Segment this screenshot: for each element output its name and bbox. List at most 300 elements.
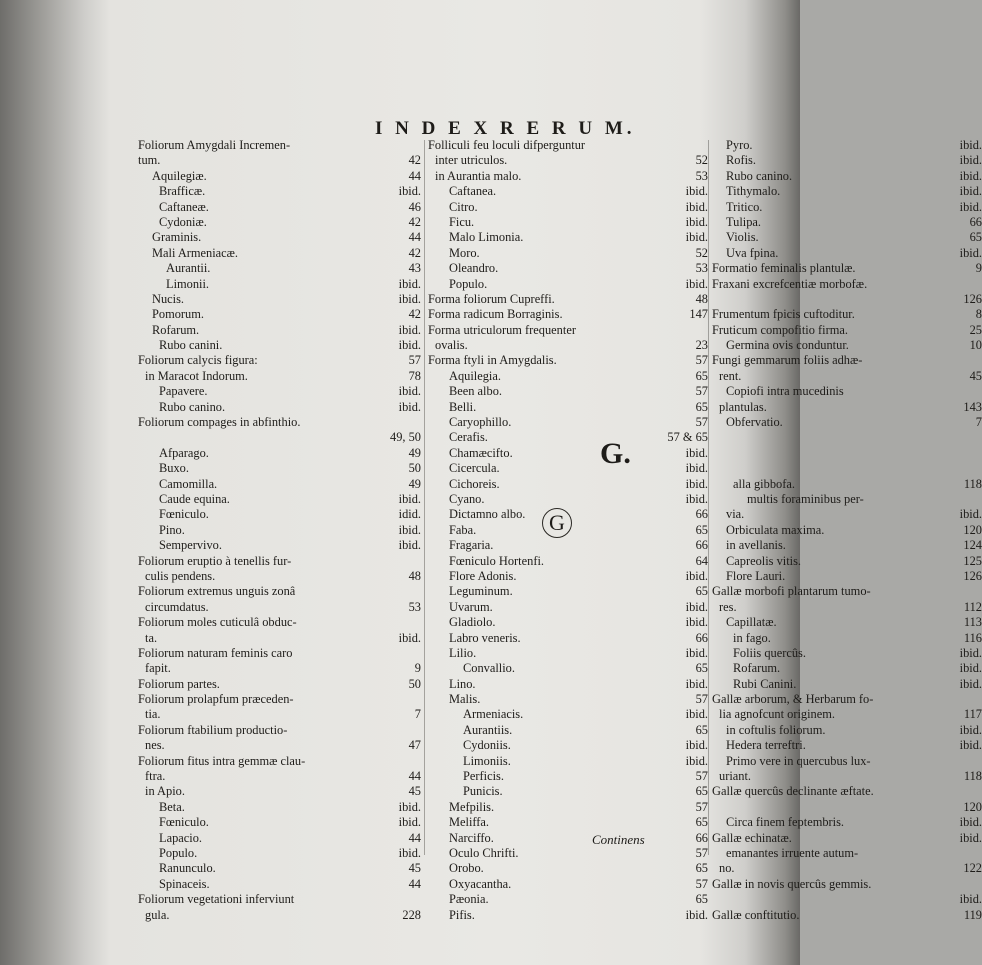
entry-page-ref: 57 — [695, 799, 708, 814]
entry-term: Spinaceis. — [159, 876, 210, 891]
entry-page-ref: ibid. — [398, 630, 421, 645]
entry-page-ref: ibid. — [398, 322, 421, 337]
index-entry — [712, 307, 982, 322]
index-entry — [712, 861, 982, 876]
entry-page-ref: 65 — [695, 368, 708, 383]
entry-term: Foliorum prolapfum præceden- — [138, 692, 294, 707]
index-entry — [712, 138, 982, 153]
entry-term: Perficis. — [463, 769, 504, 784]
entry-term: Foliorum naturam feminis caro — [138, 645, 293, 660]
entry-page-ref: ibid. — [685, 707, 708, 722]
entry-page-ref: 65 — [969, 230, 982, 245]
index-entry — [428, 353, 708, 368]
entry-page-ref: ibid. — [398, 276, 421, 291]
index-entry — [712, 846, 982, 861]
entry-page-ref: 43 — [408, 261, 421, 276]
entry-page-ref: 53 — [408, 599, 421, 614]
entry-term: Chamæcifto. — [449, 445, 513, 460]
entry-page-ref: 126 — [963, 568, 982, 583]
entry-page-ref: 66 — [695, 538, 708, 553]
entry-term: uriant. — [719, 769, 751, 784]
entry-term: Ficu. — [449, 214, 475, 229]
index-entry — [712, 908, 982, 923]
entry-term: Gallæ in novis quercûs gemmis. — [712, 876, 872, 891]
entry-page-ref: 64 — [695, 553, 708, 568]
entry-term: Faba. — [449, 522, 477, 537]
entry-term: Camomilla. — [159, 476, 218, 491]
index-entry — [712, 646, 982, 661]
entry-page-ref: 53 — [695, 261, 708, 276]
entry-page-ref: ibid. — [398, 845, 421, 860]
entry-page-ref: ibid. — [959, 892, 982, 907]
entry-page-ref: 7 — [975, 415, 982, 430]
entry-term: Caftaneæ. — [159, 199, 209, 214]
entry-term: Citro. — [449, 199, 478, 214]
index-entry — [428, 892, 708, 907]
entry-page-ref: ibid. — [685, 676, 708, 691]
index-entry — [138, 277, 421, 292]
index-entry — [138, 784, 421, 799]
entry-page-ref: 118 — [963, 769, 982, 784]
entry-term: nes. — [145, 738, 165, 753]
entry-page-ref: 126 — [963, 291, 982, 306]
index-entry — [428, 338, 708, 353]
entry-page-ref: 65 — [695, 584, 708, 599]
entry-page-ref: 65 — [695, 784, 708, 799]
entry-page-ref: 57 — [695, 845, 708, 860]
entry-page-ref: ibid. — [685, 615, 708, 630]
entry-term: Aquilegiæ. — [152, 168, 207, 183]
entry-page-ref: 46 — [408, 199, 421, 214]
entry-page-ref: 65 — [695, 399, 708, 414]
index-entry — [138, 230, 421, 245]
entry-page-ref: 50 — [408, 676, 421, 691]
entry-page-ref: ibid. — [398, 538, 421, 553]
index-entry — [428, 215, 708, 230]
entry-term: Forma foliorum Cupreffi. — [428, 291, 555, 306]
entry-term: Foliorum calycis figura: — [138, 353, 258, 368]
entry-page-ref: 57 — [695, 353, 708, 368]
entry-term: Rofarum. — [152, 322, 200, 337]
index-entry — [138, 584, 421, 599]
entry-page-ref: ibid. — [959, 245, 982, 260]
entry-term: Pæonia. — [449, 892, 489, 907]
index-entry — [428, 369, 708, 384]
index-entry — [712, 200, 982, 215]
index-entry — [712, 784, 982, 799]
entry-page-ref: ibid. — [959, 199, 982, 214]
entry-page-ref: 42 — [408, 153, 421, 168]
decorated-initial-g: G — [542, 508, 572, 538]
entry-term: Capreolis vitis. — [726, 553, 802, 568]
entry-term: Buxo. — [159, 461, 189, 476]
entry-page-ref: ibid. — [685, 476, 708, 491]
index-entry — [138, 369, 421, 384]
index-entry — [138, 615, 421, 630]
index-entry — [712, 477, 982, 492]
entry-term: via. — [726, 507, 745, 522]
entry-page-ref: 45 — [408, 784, 421, 799]
entry-page-ref: ibid. — [959, 168, 982, 183]
index-entry — [138, 661, 421, 676]
entry-term: Narciffo. — [449, 830, 494, 845]
index-entry — [138, 215, 421, 230]
index-entry — [428, 692, 708, 707]
entry-page-ref: ibid. — [959, 507, 982, 522]
entry-term: Punicis. — [463, 784, 503, 799]
entry-term: Gallæ arborum, & Herbarum fo- — [712, 692, 874, 707]
entry-page-ref: 66 — [695, 507, 708, 522]
entry-term: in coftulis foliorum. — [726, 722, 826, 737]
entry-term: Hedera terreftri. — [726, 738, 806, 753]
index-entry — [712, 153, 982, 168]
entry-page-ref: ibid. — [685, 184, 708, 199]
index-entry — [428, 261, 708, 276]
entry-term: Uvarum. — [449, 599, 493, 614]
entry-page-ref: 57 — [408, 353, 421, 368]
index-entry — [138, 861, 421, 876]
entry-page-ref: ibid. — [398, 799, 421, 814]
index-entry — [138, 323, 421, 338]
entry-term: Sempervivo. — [159, 538, 222, 553]
entry-term: Ranunculo. — [159, 861, 216, 876]
entry-page-ref: 9 — [414, 661, 421, 676]
entry-page-ref: 66 — [695, 630, 708, 645]
entry-term: plantulas. — [719, 399, 767, 414]
index-entry — [712, 769, 982, 784]
index-entry — [138, 292, 421, 307]
index-entry — [428, 323, 708, 338]
entry-term: multis foraminibus per- — [747, 491, 864, 506]
entry-term: Fœniculo. — [159, 815, 209, 830]
entry-term: in Aurantia malo. — [435, 168, 522, 183]
entry-term: Tulipa. — [726, 214, 762, 229]
index-entry — [712, 877, 982, 892]
entry-term: Oculo Chrifti. — [449, 845, 519, 860]
entry-term: Rubi Canini. — [733, 676, 797, 691]
index-entry — [428, 661, 708, 676]
entry-page-ref: 44 — [408, 876, 421, 891]
index-entry — [428, 800, 708, 815]
index-entry — [138, 338, 421, 353]
entry-term: Gallæ morbofi plantarum tumo- — [712, 584, 871, 599]
index-entry — [712, 523, 982, 538]
entry-term: Flore Lauri. — [726, 568, 786, 583]
entry-term: Malo Limonia. — [449, 230, 524, 245]
entry-term: Frumentum fpicis cuftoditur. — [712, 307, 855, 322]
entry-term: in avellanis. — [726, 538, 786, 553]
entry-term: Foliorum compages in abfinthio. — [138, 415, 301, 430]
index-entry — [428, 769, 708, 784]
index-entry — [428, 384, 708, 399]
index-entry — [712, 323, 982, 338]
index-entry — [138, 892, 421, 907]
entry-page-ref: 78 — [408, 368, 421, 383]
entry-page-ref: ibid. — [398, 384, 421, 399]
index-entry — [138, 631, 421, 646]
index-entry — [428, 569, 708, 584]
index-entry — [712, 492, 982, 507]
index-entry — [138, 430, 421, 445]
entry-page-ref: 8 — [975, 307, 982, 322]
index-entry — [712, 338, 982, 353]
index-entry — [428, 677, 708, 692]
entry-page-ref: 52 — [695, 245, 708, 260]
entry-page-ref: 66 — [695, 830, 708, 845]
index-entry — [428, 415, 708, 430]
entry-term: Caude equina. — [159, 491, 230, 506]
index-entry — [712, 754, 982, 769]
entry-term: Pifis. — [449, 907, 475, 922]
entry-term: Gallæ quercûs declinante æftate. — [712, 784, 874, 799]
index-entry — [138, 446, 421, 461]
entry-term: Fœniculo Hortenfi. — [449, 553, 544, 568]
entry-term: fapit. — [145, 661, 171, 676]
index-entry — [712, 184, 982, 199]
index-entry — [428, 738, 708, 753]
entry-term: Primo vere in quercubus lux- — [726, 753, 871, 768]
entry-term: Graminis. — [152, 230, 202, 245]
entry-term: Lino. — [449, 676, 476, 691]
entry-term: Orobo. — [449, 861, 484, 876]
entry-page-ref: 228 — [402, 907, 421, 922]
index-entry — [428, 554, 708, 569]
index-entry — [138, 461, 421, 476]
index-entry — [138, 677, 421, 692]
index-entry — [712, 569, 982, 584]
entry-term: Foliorum Amygdali Incremen- — [138, 138, 291, 152]
index-entry — [138, 846, 421, 861]
entry-page-ref: 120 — [963, 522, 982, 537]
index-entry — [428, 538, 708, 553]
index-entry — [138, 523, 421, 538]
index-entry — [138, 908, 421, 923]
entry-term: Cyano. — [449, 491, 485, 506]
entry-page-ref: 9 — [975, 261, 982, 276]
entry-term: Fraxani excrefcentiæ morbofæ. — [712, 276, 868, 291]
catchword: Continens — [592, 832, 645, 847]
entry-term: alla gibbofa. — [733, 476, 795, 491]
entry-term: Foliorum partes. — [138, 676, 220, 691]
entry-page-ref: ibid. — [685, 645, 708, 660]
index-entry — [138, 477, 421, 492]
index-entry — [712, 261, 982, 276]
entry-page-ref: ibid. — [959, 153, 982, 168]
index-entry — [138, 400, 421, 415]
entry-page-ref: ibid. — [959, 661, 982, 676]
index-header: I N D E X R E R U M. — [375, 118, 636, 139]
entry-page-ref: ibid. — [398, 522, 421, 537]
entry-page-ref: 44 — [408, 769, 421, 784]
entry-term: Foliorum eruptio à tenellis fur- — [138, 553, 292, 568]
entry-page-ref: ibid. — [398, 338, 421, 353]
index-entry — [428, 307, 708, 322]
entry-term: no. — [719, 861, 735, 876]
index-entry — [138, 138, 421, 153]
entry-page-ref: 65 — [695, 892, 708, 907]
entry-page-ref: 53 — [695, 168, 708, 183]
entry-term: Forma utriculorum frequenter — [428, 322, 576, 337]
index-entry — [428, 446, 708, 461]
index-entry — [712, 723, 982, 738]
index-entry — [428, 492, 708, 507]
index-entry — [138, 877, 421, 892]
index-entry — [428, 138, 708, 153]
index-entry — [428, 754, 708, 769]
entry-page-ref: ibid. — [959, 676, 982, 691]
entry-page-ref: 44 — [408, 830, 421, 845]
entry-term: in Apio. — [145, 784, 185, 799]
entry-term: Forma ftyli in Amygdalis. — [428, 353, 557, 368]
entry-page-ref: ibid. — [959, 815, 982, 830]
entry-page-ref: 44 — [408, 168, 421, 183]
entry-page-ref: 49 — [408, 476, 421, 491]
entry-page-ref: ibid. — [685, 599, 708, 614]
index-entry — [138, 600, 421, 615]
index-entry — [428, 815, 708, 830]
index-entry — [428, 584, 708, 599]
entry-page-ref: ibid. — [959, 645, 982, 660]
entry-term: Gallæ conftitutio. — [712, 907, 800, 922]
entry-page-ref: ibid. — [959, 184, 982, 199]
index-entry — [428, 631, 708, 646]
index-entry — [712, 831, 982, 846]
index-entry — [712, 507, 982, 522]
entry-term: Nucis. — [152, 291, 185, 306]
entry-page-ref: 45 — [969, 368, 982, 383]
section-letter-g: G. — [600, 437, 631, 470]
index-entry — [428, 831, 708, 846]
entry-page-ref: 57 — [695, 769, 708, 784]
entry-term: Cerafis. — [449, 430, 488, 445]
index-entry — [138, 569, 421, 584]
entry-page-ref: ibid. — [685, 276, 708, 291]
index-entry — [712, 615, 982, 630]
entry-term: Formatio feminalis plantulæ. — [712, 261, 856, 276]
entry-term: Aquilegia. — [449, 368, 501, 383]
entry-term: Leguminum. — [449, 584, 513, 599]
index-entry — [712, 292, 982, 307]
entry-term: Armeniacis. — [463, 707, 524, 722]
entry-term: Oxyacantha. — [449, 876, 512, 891]
entry-page-ref: ibid. — [685, 753, 708, 768]
entry-term: lia agnofcunt originem. — [719, 707, 835, 722]
index-entry — [712, 169, 982, 184]
index-entry — [138, 153, 421, 168]
entry-page-ref: ibid. — [959, 830, 982, 845]
entry-page-ref: ibid. — [685, 461, 708, 476]
entry-term: Fungi gemmarum foliis adhæ- — [712, 353, 863, 368]
entry-page-ref: ibid. — [959, 138, 982, 152]
entry-term: Gladiolo. — [449, 615, 496, 630]
entry-page-ref: 25 — [969, 322, 982, 337]
index-entry — [712, 661, 982, 676]
entry-term: Afparago. — [159, 445, 209, 460]
entry-page-ref: 113 — [963, 615, 982, 630]
index-entry — [428, 723, 708, 738]
index-entry — [138, 831, 421, 846]
entry-term: Aurantii. — [166, 261, 211, 276]
entry-term: Uva fpina. — [726, 245, 779, 260]
entry-page-ref: 65 — [695, 661, 708, 676]
entry-page-ref: 143 — [963, 399, 982, 414]
index-entry — [138, 415, 421, 430]
index-entry — [712, 277, 982, 292]
entry-page-ref: 42 — [408, 307, 421, 322]
entry-term: Caryophillo. — [449, 415, 512, 430]
entry-term: ta. — [145, 630, 158, 645]
entry-term: Cydoniis. — [463, 738, 511, 753]
entry-term: inter utriculos. — [435, 153, 508, 168]
entry-term: Fruticum compofitio firma. — [712, 322, 848, 337]
index-entry — [428, 846, 708, 861]
entry-term: Belli. — [449, 399, 477, 414]
entry-term: Foliorum fitus intra gemmæ clau- — [138, 753, 306, 768]
index-entry — [712, 692, 982, 707]
entry-term: tum. — [138, 153, 161, 168]
entry-term: in fago. — [733, 630, 771, 645]
entry-page-ref: ibid. — [685, 491, 708, 506]
entry-page-ref: 45 — [408, 861, 421, 876]
entry-term: rent. — [719, 368, 742, 383]
entry-page-ref: 120 — [963, 799, 982, 814]
entry-page-ref: ibid. — [398, 491, 421, 506]
entry-term: Folliculi feu loculi difperguntur — [428, 138, 586, 152]
index-entry — [428, 861, 708, 876]
index-entry — [138, 769, 421, 784]
entry-term: Rofarum. — [733, 661, 781, 676]
index-entry — [138, 723, 421, 738]
index-entry — [428, 477, 708, 492]
index-entry — [428, 246, 708, 261]
entry-term: Limonii. — [166, 276, 210, 291]
entry-term: in Maracot Indorum. — [145, 368, 248, 383]
entry-term: Cicercula. — [449, 461, 500, 476]
entry-page-ref: 57 — [695, 876, 708, 891]
index-entry — [138, 692, 421, 707]
index-entry — [138, 646, 421, 661]
entry-term: Foliorum extremus unguis zonâ — [138, 584, 296, 599]
entry-page-ref: 42 — [408, 214, 421, 229]
index-entry — [428, 615, 708, 630]
index-entry — [138, 815, 421, 830]
entry-page-ref: 10 — [969, 338, 982, 353]
entry-page-ref: 65 — [695, 522, 708, 537]
entry-page-ref: 124 — [963, 538, 982, 553]
index-entry — [712, 400, 982, 415]
entry-page-ref: 47 — [408, 738, 421, 753]
index-entry — [712, 538, 982, 553]
index-entry — [138, 754, 421, 769]
index-entry — [712, 446, 982, 461]
entry-term: emanantes irruente autum- — [726, 845, 859, 860]
entry-term: Dictamno albo. — [449, 507, 526, 522]
entry-term: Meliffa. — [449, 815, 490, 830]
entry-page-ref: 118 — [963, 476, 982, 491]
entry-page-ref: ibid. — [685, 738, 708, 753]
index-entry — [712, 461, 982, 476]
index-entry — [712, 353, 982, 368]
entry-term: Convallio. — [463, 661, 515, 676]
entry-page-ref: 65 — [695, 861, 708, 876]
index-entry — [428, 230, 708, 245]
index-entry — [712, 707, 982, 722]
index-entry — [428, 430, 708, 445]
entry-page-ref: 112 — [963, 599, 982, 614]
entry-term: Pyro. — [726, 138, 753, 152]
entry-term: Capillatæ. — [726, 615, 777, 630]
entry-term: Obfervatio. — [726, 415, 783, 430]
